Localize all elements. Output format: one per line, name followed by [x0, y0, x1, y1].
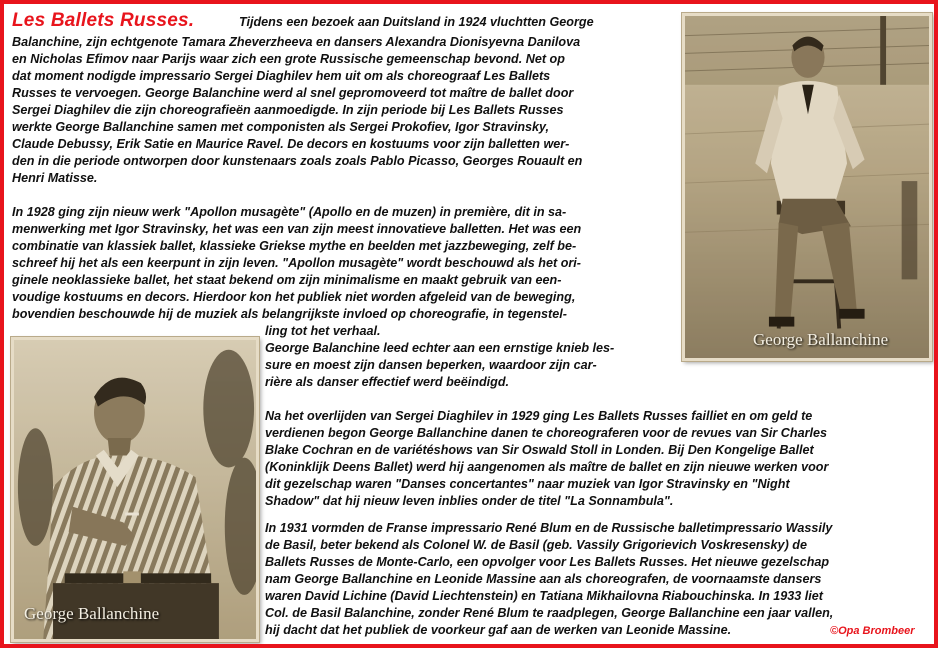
seated-portrait-image	[685, 16, 929, 358]
page-title: Les Ballets Russes.	[12, 10, 195, 31]
paragraph-5-line: In 1931 vormden de Franse impressario René Blum en de Russische balletimpressario Wassily	[265, 521, 833, 535]
paragraph-2-line: bovendien beschouwde hij de muziek als belangrijkste invloed op choreografie, in tegenstel-	[12, 307, 567, 321]
paragraph-1-line: Tijdens een bezoek aan Duitsland in 1924 vluchtten George	[239, 15, 594, 29]
paragraph-2-line: schreef hij het als een keerpunt in zijn leven. "Apollon musagète" wordt beschouwd als het ori-	[12, 256, 581, 270]
paragraph-2-line: ginele neoklassieke ballet, het staat bekend om zijn minimalisme en maakt gebruik van een-	[12, 273, 562, 287]
paragraph-2-line: menwerking met Igor Stravinsky, het was een van zijn meest innovatieve balletten. Het was een	[12, 222, 582, 236]
paragraph-4-line: (Koninklijk Deens Ballet) werd hij aangenomen als maître de ballet en zijn nieuwe werken voor	[265, 460, 829, 474]
paragraph-3-line: rière als danser effectief werd beëindigd.	[265, 375, 510, 389]
paragraph-2-line: voudige kostuums en decors. Hierdoor kon het publiek niet worden afgeleid van de beweging,	[12, 290, 576, 304]
paragraph-3-line: sure en moest zijn dansen beperken, waardoor zijn car-	[265, 358, 597, 372]
copyright-signature: ©Opa Brombeer	[830, 625, 915, 637]
paragraph-5-line: Col. de Basil Balanchine, zonder René Blum te raadplegen, George Ballanchine een jaar vallen,	[265, 606, 834, 620]
paragraph-1-line: Claude Debussy, Erik Satie en Maurice Ravel. De decors en kostuums voor zijn balletten wer-	[12, 137, 570, 151]
paragraph-2-line: In 1928 ging zijn nieuw werk "Apollon musagète" (Apollo en de muzen) in première, dit in sa-	[12, 205, 567, 219]
photo-balanchine-seated	[682, 13, 932, 361]
paragraph-4-line: Na het overlijden van Sergei Diaghilev in 1929 ging Les Ballets Russes failliet en om geld te	[265, 409, 813, 423]
paragraph-2-line: ling tot het verhaal.	[265, 324, 381, 338]
paragraph-4-line: dit gezelschap waren "Danses concertantes" naar muziek van Igor Stravinsky en "Night	[265, 477, 790, 491]
paragraph-1-line: en Nicholas Efimov naar Parijs waar zich een grote Russische gemeenschap bevond. Net op	[12, 52, 565, 66]
paragraph-1-line: Russes te vervoegen. George Balanchine werd al snel gepromoveerd tot maître de ballet door	[12, 86, 574, 100]
paragraph-4-line: Blake Cochran en de variétéshows van Sir Oswald Stoll in Londen. Bij Den Kongelige Ballet	[265, 443, 814, 457]
photo-balanchine-striped-shirt	[11, 337, 259, 642]
paragraph-1-line: Henri Matisse.	[12, 171, 98, 185]
photo-caption: George Ballanchine	[753, 330, 889, 349]
paragraph-5-line: de Basil, beter bekend als Colonel W. de Basil (geb. Vassily Grigorievich Voskresensky) de	[265, 538, 807, 552]
paragraph-5-line: nam George Ballanchine en Leonide Massine aan als choreografen, de voornaamste dansers	[265, 572, 822, 586]
paragraph-1-line: dat moment nodigde impressario Sergei Diaghilev hem uit om als choreograaf Les Ballets	[12, 69, 551, 83]
paragraph-3-line: George Balanchine leed echter aan een ernstige knieb les-	[265, 341, 615, 355]
paragraph-1-line: den in die periode ontworpen door kunstenaars zoals zoals Pablo Picasso, Georges Rouault en	[12, 154, 583, 168]
paragraph-4-line: verdienen begon George Ballanchine danen te choreograferen voor de revues van Sir Charles	[265, 426, 827, 440]
paragraph-5-line: hij dacht dat het publiek de voorkeur gaf aan de werken van Leonide Massine.	[265, 623, 732, 637]
paragraph-5-line: waren David Lichine (David Liechtenstein) en Tatiana Mikhailovna Riabouchinska. In 1933 liet	[265, 589, 824, 603]
paragraph-1-line: Balanchine, zijn echtgenote Tamara Zheverzheeva en dansers Alexandra Dionisyevna Danilova	[12, 35, 581, 49]
paragraph-1-line: Sergei Diaghilev die zijn choreografieën aanmoedigde. In zijn periode bij Les Ballets Russes	[12, 103, 564, 117]
paragraph-2-line: combinatie van klassiek ballet, klassieke Griekse mythe en beelden met jazzbeweging, zelf be-	[12, 239, 577, 253]
paragraph-1-line: werkte George Ballanchine samen met componisten als Sergei Prokofiev, Igor Stravinsky,	[12, 120, 550, 134]
paragraph-4-line: Shadow" dat hij nieuw leven inblies onder de titel "La Sonnambula".	[265, 494, 674, 508]
striped-shirt-portrait-image	[14, 340, 256, 639]
photo-caption: George Ballanchine	[24, 604, 160, 623]
paragraph-5-line: Ballets Russes de Monte-Carlo, een opvolger voor Les Ballets Russes. Het nieuwe gezelschap	[265, 555, 830, 569]
